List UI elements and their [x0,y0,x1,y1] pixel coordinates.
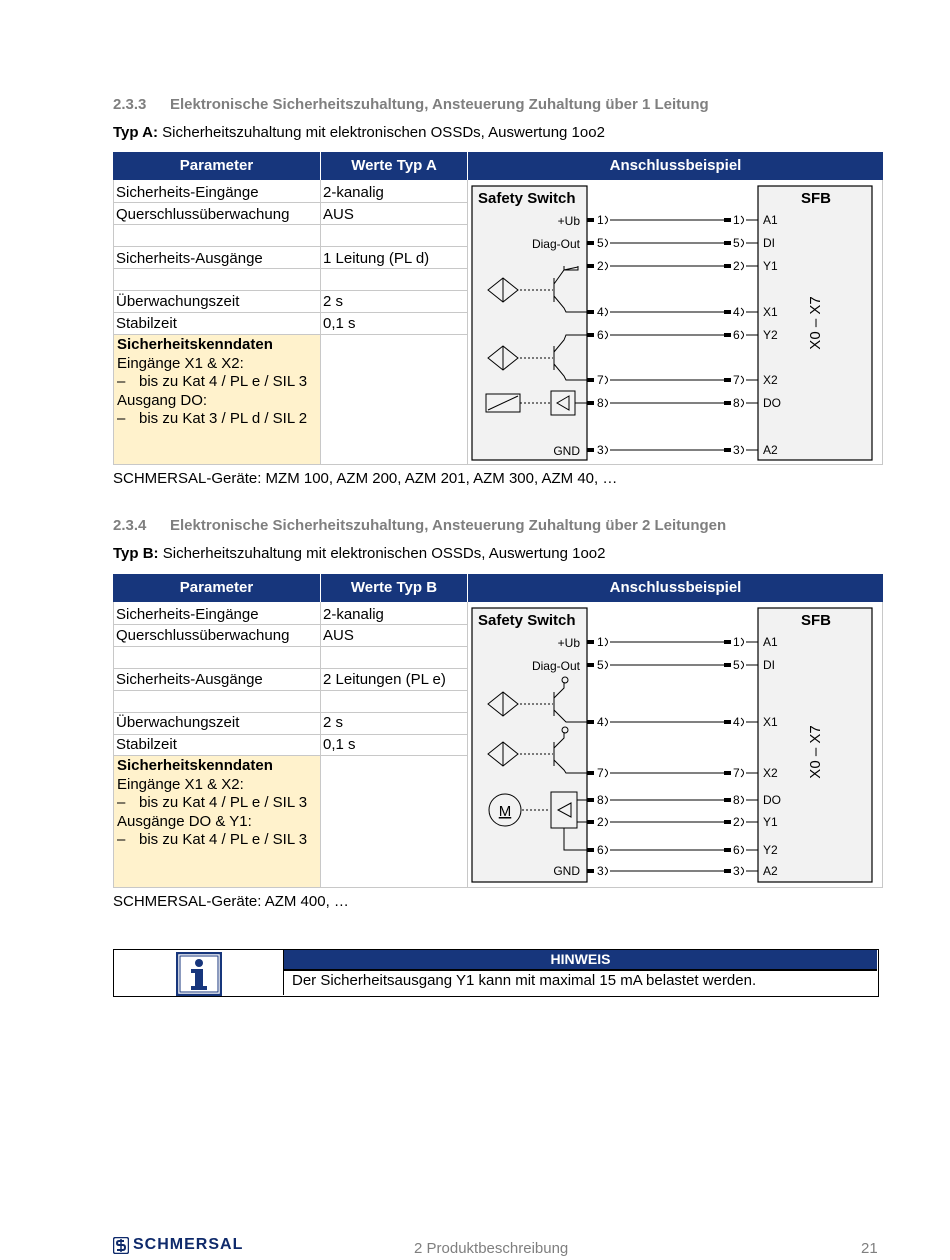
hinweis-box [113,949,879,997]
pin-number: 2 [597,259,604,273]
pin-number: 7 [597,766,604,780]
devices-line-a: SCHMERSAL-Geräte: MZM 100, AZM 200, AZM 201, AZM 300, AZM 40, … [113,470,618,487]
terminal-label: Y1 [763,259,778,273]
pin-connector [605,638,608,646]
pin-terminal [587,869,594,873]
pin-terminal [724,241,731,245]
pin-terminal [587,401,594,405]
type-description [113,545,605,562]
pin-connector [605,376,608,384]
diag-out-label: Diag-Out [531,237,580,251]
pin-number: 1 [733,213,740,227]
value-cell: 0,1 s [323,315,356,332]
wiring-diagram-b [468,602,882,887]
logo-text: SCHMERSAL [133,1236,244,1253]
pin-number: 1 [597,635,604,649]
table-header-parameter: Parameter [113,152,320,180]
safety-title: Sicherheitskenndaten [117,757,273,774]
section-title: Elektronische Sicherheitszuhaltung, Ansteuerung Zuhaltung über 1 Leitung [170,96,709,113]
pin-connector [605,718,608,726]
safety-line: – bis zu Kat 4 / PL e / SIL 3 [117,794,308,812]
pin-connector [605,216,608,224]
pin-connector [741,331,744,339]
terminal-label: DI [763,658,775,672]
pin-number: 7 [733,373,740,387]
pin-terminal [587,798,594,802]
pin-terminal [724,310,731,314]
safety-line: – bis zu Kat 4 / PL e / SIL 3 [117,373,308,391]
terminal-label: X1 [763,305,778,319]
pin-connector [741,308,744,316]
pin-terminal [587,378,594,382]
pin-connector [605,262,608,270]
pin-number: 5 [733,236,740,250]
safety-line: Eingänge X1 & X2: [117,775,244,793]
safety-switch-title: Safety Switch [478,612,576,629]
pin-terminal [587,264,594,268]
terminal-label: A2 [763,443,778,457]
pin-connector [605,399,608,407]
pin-number: 5 [597,236,604,250]
safety-line: Eingänge X1 & X2: [117,354,244,372]
safety-line: Ausgänge DO & Y1: [117,812,252,830]
pin-terminal [724,798,731,802]
pin-connector [741,867,744,875]
param-cell: Überwachungszeit [116,714,240,731]
value-cell: 2-kanalig [323,184,384,201]
section-number: 2.3.3 [113,96,147,113]
safety-line: Ausgang DO: [117,391,208,409]
sfb-title: SFB [801,612,831,629]
pin-number: 4 [733,305,740,319]
pin-number: 1 [597,213,604,227]
value-cell: 2-kanalig [323,606,384,623]
footer-chapter: 2 Produktbeschreibung [414,1240,569,1257]
gnd-label: GND [553,864,580,878]
pin-connector [605,796,608,804]
pin-terminal [724,264,731,268]
gnd-label: GND [553,444,580,458]
pin-number: 6 [733,328,740,342]
info-icon [176,952,222,996]
pin-terminal [724,333,731,337]
terminal-label: X2 [763,373,778,387]
pin-number: 3 [733,864,740,878]
value-cell: 2 s [323,714,344,731]
pin-number: 3 [597,864,604,878]
terminal-label: Y2 [763,328,778,342]
pin-terminal [587,218,594,222]
pin-connector [605,661,608,669]
value-cell: AUS [323,627,354,644]
type-label: Typ A: [113,124,158,141]
pin-terminal [587,241,594,245]
type-description [113,124,605,141]
safety-line: – bis zu Kat 4 / PL e / SIL 3 [117,831,308,849]
value-cell: 0,1 s [323,736,356,753]
value-cell: 2 s [323,293,344,310]
pin-terminal [587,848,594,852]
pin-terminal [724,448,731,452]
pin-number: 1 [733,635,740,649]
param-cell: Querschlussüberwachung [116,206,290,223]
param-cell: Querschlussüberwachung [116,627,290,644]
pin-number: 6 [733,843,740,857]
param-cell: Stabilzeit [116,736,177,753]
motor-label: M [498,803,512,820]
pin-connector [741,399,744,407]
bus-label: X0 – X7 [807,725,824,779]
terminal-label: A1 [763,635,778,649]
section-heading [113,517,726,534]
pin-connector [741,262,744,270]
pin-connector [741,446,744,454]
pin-number: 4 [597,305,604,319]
pin-number: 7 [597,373,604,387]
safety-title: Sicherheitskenndaten [117,336,273,353]
terminal-label: DO [763,396,781,410]
ub-label: +Ub [557,214,580,228]
parameter-table-b [113,574,883,888]
type-text: Sicherheitszuhaltung mit elektronischen OSSDs, Auswertung 1oo2 [158,124,605,141]
pin-terminal [724,771,731,775]
type-text: Sicherheitszuhaltung mit elektronischen OSSDs, Auswertung 1oo2 [158,545,606,562]
pin-connector [605,331,608,339]
terminal-label: Y2 [763,843,778,857]
pin-terminal [587,720,594,724]
bus-label: X0 – X7 [807,296,824,350]
pin-connector [741,796,744,804]
table-header-values: Werte Typ B [321,574,467,602]
pin-connector [741,769,744,777]
pin-terminal [724,820,731,824]
ub-label: +Ub [557,636,580,650]
pin-terminal [724,663,731,667]
safety-switch-title: Safety Switch [478,190,576,207]
pin-terminal [587,820,594,824]
value-cell: AUS [323,206,354,223]
pin-connector [741,376,744,384]
pin-terminal [724,378,731,382]
safety-data-box [114,756,320,887]
param-cell: Sicherheits-Ausgänge [116,671,263,688]
pin-connector [741,239,744,247]
pin-number: 5 [597,658,604,672]
pin-number: 4 [733,715,740,729]
hinweis-icon-cell [114,950,284,995]
param-cell: Sicherheits-Ausgänge [116,250,263,267]
table-header-values: Werte Typ A [321,152,467,180]
pin-connector [741,216,744,224]
parameter-table-a [113,152,883,465]
pin-connector [605,308,608,316]
sfb-title: SFB [801,190,831,207]
pin-terminal [724,720,731,724]
pin-number: 3 [733,443,740,457]
value-cell: 2 Leitungen (PL e) [323,671,446,688]
wiring-diagram-a [468,180,882,464]
param-cell: Überwachungszeit [116,293,240,310]
table-header-connection: Anschlussbeispiel [468,574,883,602]
pin-terminal [587,771,594,775]
terminal-label: A2 [763,864,778,878]
pin-terminal [724,869,731,873]
safety-data-box [114,335,320,464]
pin-connector [605,867,608,875]
diag-out-label: Diag-Out [531,659,580,673]
pin-connector [741,846,744,854]
pin-number: 3 [597,443,604,457]
terminal-label: DI [763,236,775,250]
safety-line: – bis zu Kat 3 / PL d / SIL 2 [117,410,308,428]
pin-number: 6 [597,328,604,342]
pin-number: 8 [597,793,604,807]
value-cell: 1 Leitung (PL d) [323,250,430,267]
pin-terminal [724,848,731,852]
pin-connector [741,638,744,646]
pin-number: 2 [733,259,740,273]
terminal-label: X1 [763,715,778,729]
pin-number: 4 [597,715,604,729]
pin-terminal [587,448,594,452]
section-heading [113,96,709,113]
pin-terminal [724,218,731,222]
pin-terminal [587,663,594,667]
schmersal-logo-icon [113,1237,129,1254]
pin-terminal [587,310,594,314]
pin-connector [605,769,608,777]
pin-connector [605,846,608,854]
section-title: Elektronische Sicherheitszuhaltung, Ansteuerung Zuhaltung über 2 Leitungen [170,517,727,534]
hinweis-title: HINWEIS [284,950,877,969]
pin-terminal [724,640,731,644]
pin-connector [741,718,744,726]
table-header-parameter: Parameter [113,574,320,602]
pin-number: 8 [597,396,604,410]
pin-terminal [587,333,594,337]
param-cell: Sicherheits-Eingänge [116,606,259,623]
pin-connector [741,661,744,669]
pin-number: 8 [733,396,740,410]
type-label: Typ B: [113,545,159,562]
pin-number: 6 [597,843,604,857]
pin-number: 2 [733,815,740,829]
terminal-label: Y1 [763,815,778,829]
pin-connector [605,446,608,454]
pin-number: 2 [597,815,604,829]
devices-line-b: SCHMERSAL-Geräte: AZM 400, … [113,893,349,910]
param-cell: Stabilzeit [116,315,177,332]
hinweis-text: Der Sicherheitsausgang Y1 kann mit maximal 15 mA belastet werden. [292,972,757,989]
pin-connector [605,239,608,247]
terminal-label: X2 [763,766,778,780]
param-cell: Sicherheits-Eingänge [116,184,259,201]
terminal-label: A1 [763,213,778,227]
section-number: 2.3.4 [113,517,147,534]
page-number: 21 [861,1240,878,1257]
pin-terminal [724,401,731,405]
pin-number: 5 [733,658,740,672]
pin-number: 8 [733,793,740,807]
table-header-connection: Anschlussbeispiel [468,152,883,180]
pin-connector [605,818,608,826]
pin-terminal [587,640,594,644]
terminal-label: DO [763,793,781,807]
pin-connector [741,818,744,826]
pin-number: 7 [733,766,740,780]
